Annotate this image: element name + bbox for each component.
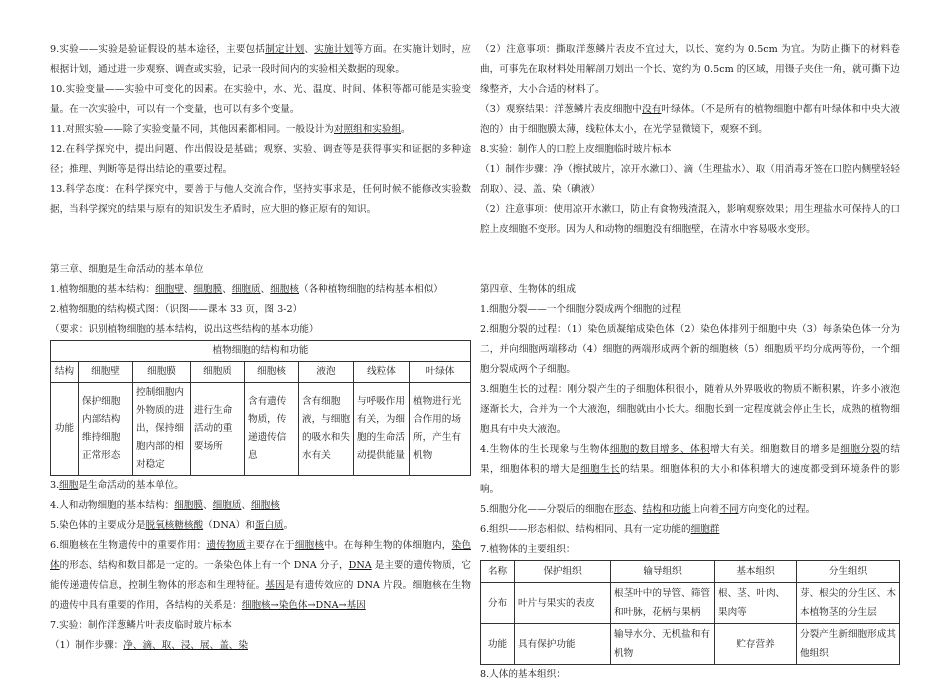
table-header-row	[51, 362, 471, 383]
item-12-inquiry: 12.在科学探究中，提出问题、作出假设是基础；观察、实验、调查等是获得事实和证据的多种途径；推理、判断等是得出结论的重要过程。	[50, 144, 471, 175]
table-cell: 进行生命活动的重要场所	[191, 383, 245, 476]
table-header: 液泡	[299, 362, 354, 383]
table-header: 输导组织	[611, 561, 715, 583]
item-d7: 7.植物体的主要组织：	[480, 544, 576, 555]
table-row-label: 功能	[51, 383, 79, 476]
item-r3-result: （3）观察结果：洋葱鳞片表皮细胞中没有叶绿体。（不是所有的植物细胞中都有叶绿体和中央大液泡的）由于细胞膜太薄，线粒体太小，在光学显微镜下，观察不到。	[480, 104, 901, 135]
item-9-experiment: 9.实验——实验是验证假设的基本途径，主要包括制定计划、实施计划等方面。在实施计划时，应根据计划，通过进一步观察、调查或实验，记录一段时间内的实验相关数据的现象。	[50, 44, 472, 75]
table-cell: 含有遗传物质，传递遗传信息	[245, 383, 299, 476]
table-header: 细胞膜	[133, 362, 191, 383]
table-cell: 芽、根尖的分生区、木本植物茎的分生层	[797, 583, 900, 624]
table-header: 结构	[51, 362, 79, 383]
table-cell: 含有细胞液，与细胞的吸水和失水有关	[299, 383, 354, 476]
table-header: 名称	[481, 561, 515, 583]
item-c4: 4.人和动物细胞的基本结构：细胞膜、细胞质、细胞核	[50, 500, 280, 511]
item-d6: 6.组织——形态相似、结构相同、具有一定功能的细胞群	[480, 524, 720, 535]
item-11-control: 11.对照实验——除了实验变量不同，其他因素都相同。一般设计为对照组和实验组。	[50, 124, 411, 135]
table-row	[481, 624, 900, 665]
item-c7-steps: （1）制作步骤：净、滴、取、浸、展、盖、染	[50, 640, 248, 651]
item-d3: 3.细胞生长的过程：刚分裂产生的子细胞体积很小，随着从外界吸收的物质不断积累，许多小液泡逐渐长大，合并为一个大液泡，细胞就由小长大。细胞长到一定程度就会停止生长，成熟的植物细胞具有中央大液泡。	[480, 384, 900, 435]
item-r8-steps: （1）制作步骤：净（擦拭玻片，凉开水漱口）、滴（生理盐水）、取（用消毒牙签在口腔内侧壁轻轻刮取）、浸、盖、染（碘液）	[480, 164, 900, 195]
plant-cell-table	[50, 340, 471, 476]
table-caption-row	[51, 341, 471, 362]
item-r2-notes: （2）注意事项：撕取洋葱鳞片表皮不宜过大，以长、宽约为 0.5cm 为宜。为防止撕下的材料卷曲，可事先在取材料处用解剖刀划出一个长、宽约为 0.5cm 的区域，用镊子夹住一角，就可撕下边缘整齐，大小合适的材料了。	[480, 44, 900, 95]
item-c6: 6.细胞核在生物遗传中的重要作用：遗传物质主要存在于细胞核中。在每种生物的体细胞内，染色体的形态、结构和数目都是一定的。一条染色体上有一个 DNA 分子，DNA 是主要的遗传物质，它能传递遗传信息，控制生物体的形态和生理特征。基因是有遗传效应的 DNA 片段。细胞核在生物的遗传中具有重要的作用，各结构的关系是：细胞核→染色体→DNA→基因	[50, 540, 472, 611]
right-column	[480, 40, 900, 685]
table-header: 分生组织	[797, 561, 900, 583]
table-cell: 叶片与果实的表皮	[515, 583, 611, 624]
item-d4: 4.生物体的生长现象与生物体细胞的数目增多、体积增大有关。细胞数目的增多是细胞分裂的结果，细胞体积的增大是细胞生长的结果。细胞体积的大小和体积增大的速度都受到环境条件的影响。	[480, 444, 901, 495]
table-header: 基本组织	[715, 561, 797, 583]
table-cell: 根茎叶中的导管、筛管和叶脉，花柄与果柄	[611, 583, 715, 624]
table-header: 细胞核	[245, 362, 299, 383]
table-header: 叶绿体	[410, 362, 471, 383]
table-cell: 输导水分、无机盐和有机物	[611, 624, 715, 665]
item-10-variable: 10.实验变量——实验中可变化的因素。在实验中，水、光、温度、时间、体积等都可能是实验变量。在一次实验中，可以有一个变量，也可以有多个变量。	[50, 84, 471, 115]
item-c2: 2.植物细胞的结构模式图：（识图——课本 33 页，图 3-2）	[50, 304, 303, 315]
table-row-label: 功能	[481, 624, 515, 665]
item-c3: 3.细胞是生命活动的基本单位。	[50, 480, 184, 491]
item-c1: 1.植物细胞的基本结构：细胞壁、细胞膜、细胞质、细胞核（各种植物细胞的结构基本相似）	[50, 284, 443, 295]
table-caption: 植物细胞的结构和功能	[51, 341, 471, 362]
item-c5: 5.染色体的主要成分是脱氧核糖核酸（DNA）和蛋白质。	[50, 520, 294, 531]
table-row	[481, 583, 900, 624]
table-cell: 植物进行光合作用的场所，产生有机物	[410, 383, 471, 476]
table-cell: 分裂产生新细胞形成其他组织	[797, 624, 900, 665]
table-header-row	[481, 561, 900, 583]
item-d5: 5.细胞分化——分裂后的细胞在形态、结构和功能上向着不同方向变化的过程。	[480, 504, 816, 515]
table-header: 保护组织	[515, 561, 611, 583]
table-cell: 具有保护功能	[515, 624, 611, 665]
table-cell: 根、茎、叶肉、果肉等	[715, 583, 797, 624]
table-cell: 与呼吸作用有关，为细胞的生命活动提供能量	[354, 383, 410, 476]
chapter-4-title: 第四章、生物体的组成	[480, 284, 576, 295]
table-header: 细胞壁	[79, 362, 133, 383]
item-d8: 8.人体的基本组织：	[480, 669, 566, 680]
item-13-attitude: 13.科学态度：在科学探究中，要善于与他人交流合作，坚持实事求是，任何时候不能修改实验数据，当科学探究的结果与原有的知识发生矛盾时，应大胆的修正原有的知识。	[50, 184, 471, 215]
left-column	[50, 40, 471, 656]
table-row	[51, 383, 471, 476]
table-header: 线粒体	[354, 362, 410, 383]
table-header: 细胞质	[191, 362, 245, 383]
item-r8: 8.实验：制作人的口腔上皮细胞临时玻片标本	[480, 144, 672, 155]
item-d1: 1.细胞分裂——一个细胞分裂成两个细胞的过程	[480, 304, 682, 315]
item-r8-notes: （2）注意事项：使用凉开水漱口，防止有食物残渣混入，影响观察效果；用生理盐水可保持人的口腔上皮细胞不变形。因为人和动物的细胞没有细胞壁，在清水中容易吸水变形。	[480, 204, 900, 235]
item-c7: 7.实验：制作洋葱鳞片叶表皮临时玻片标本	[50, 620, 232, 631]
plant-tissue-table	[480, 560, 900, 665]
table-cell: 控制细胞内外物质的进出，保持细胞内部的相对稳定	[133, 383, 191, 476]
chapter-3-title: 第三章、细胞是生命活动的基本单位	[50, 264, 204, 275]
table-row-label: 分布	[481, 583, 515, 624]
item-c2-requirement: （要求：识别植物细胞的基本结构，说出这些结构的基本功能）	[50, 324, 319, 335]
table-cell: 保护细胞内部结构维持细胞正常形态	[79, 383, 133, 476]
table-cell: 贮存营养	[715, 624, 797, 665]
item-d2: 2.细胞分裂的过程：（1）染色质凝缩成染色体（2）染色体排列于细胞中央（3）每条染色体一分为二，并向细胞两端移动（4）细胞的两端形成两个新的细胞核（5）细胞质平均分成两等份，一个细胞分裂成两个子细胞。	[480, 324, 900, 375]
